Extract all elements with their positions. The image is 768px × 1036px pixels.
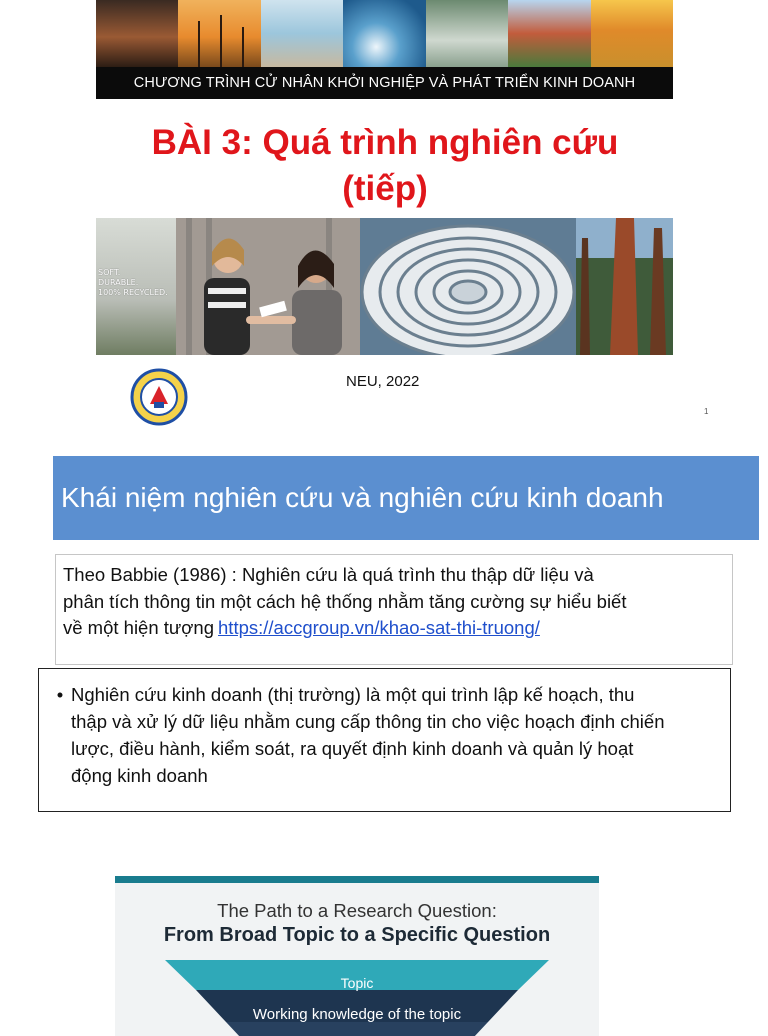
funnel-label-topic: Topic <box>340 975 374 991</box>
bullet-line-1: Nghiên cứu kinh doanh (thị trường) là một qui trình lập kế hoạch, thu <box>71 684 635 705</box>
lesson-photo-row <box>96 218 673 355</box>
slide-page-number: 1 <box>704 407 709 416</box>
business-research-definition-box <box>38 668 731 812</box>
program-banner: CHƯƠNG TRÌNH CỬ NHÂN KHỞI NGHIỆP VÀ PHÁT TRIỂN KINH DOANH <box>96 67 673 99</box>
babbie-line-3: về một hiện tượng <box>63 617 215 638</box>
header-photo-strip <box>96 0 673 67</box>
recycled-text-2: DURABLE. <box>98 278 139 287</box>
funnel-label-working-knowledge: Working knowledge of the topic <box>252 1006 462 1023</box>
spiral-architecture-photo <box>360 218 576 355</box>
bullet-text <box>71 681 665 811</box>
infographic-subtitle: From Broad Topic to a Specific Question <box>163 924 551 946</box>
wind-turbine-photo <box>178 0 260 67</box>
building-photo <box>508 0 590 67</box>
babbie-line-1: Theo Babbie (1986) : Nghiên cứu là quá trình thu thập dữ liệu và <box>63 564 594 585</box>
beach-children-photo <box>261 0 343 67</box>
infographic-title: The Path to a Research Question: <box>217 900 497 921</box>
university-seal-icon <box>130 368 188 426</box>
ocean-wave-photo <box>343 0 425 67</box>
spiral-illustration <box>360 218 576 355</box>
babbie-line-2: phân tích thông tin một cách hệ thống nhằm tăng cường sự hiểu biết <box>63 590 627 612</box>
lesson-title <box>80 120 690 212</box>
wheat-field-photo <box>591 0 673 67</box>
bullet-line-3: lược, điều hành, kiểm soát, ra quyết định kinh doanh và quản lý hoạt <box>71 738 634 759</box>
research-question-infographic <box>115 876 599 1036</box>
babbie-line-3-row <box>63 615 725 642</box>
accgroup-link[interactable]: https://accgroup.vn/khao-sat-thi-truong/ <box>218 617 540 638</box>
research-funnel <box>165 960 549 1036</box>
recycled-photo <box>96 218 176 355</box>
neu-logo <box>130 368 188 426</box>
recycled-text-1: SOFT. <box>98 268 121 277</box>
bullet-point: • <box>56 684 64 705</box>
tree-illustration <box>576 218 673 355</box>
city-photo <box>96 0 178 67</box>
concept-banner: Khái niệm nghiên cứu và nghiên cứu kinh doanh <box>53 456 759 540</box>
funnel-level-next <box>226 1022 488 1036</box>
footer-neu-year: NEU, 2022 <box>346 373 420 390</box>
babbie-definition-box <box>55 554 733 665</box>
bullet-line-4: động kinh doanh <box>71 765 208 786</box>
business-meeting-photo <box>176 218 360 355</box>
lesson-title-line2: (tiếp) <box>342 169 428 208</box>
sequoia-tree-photo <box>576 218 673 355</box>
meeting-illustration <box>176 218 360 355</box>
bullet-line-2: thập và xử lý dữ liệu nhằm cung cấp thông tin cho việc hoạch định chiến <box>71 711 665 732</box>
recycled-text-3: 100% RECYCLED. <box>98 288 168 297</box>
lesson-title-line1: BÀI 3: Quá trình nghiên cứu <box>151 123 619 162</box>
heron-photo <box>426 0 508 67</box>
